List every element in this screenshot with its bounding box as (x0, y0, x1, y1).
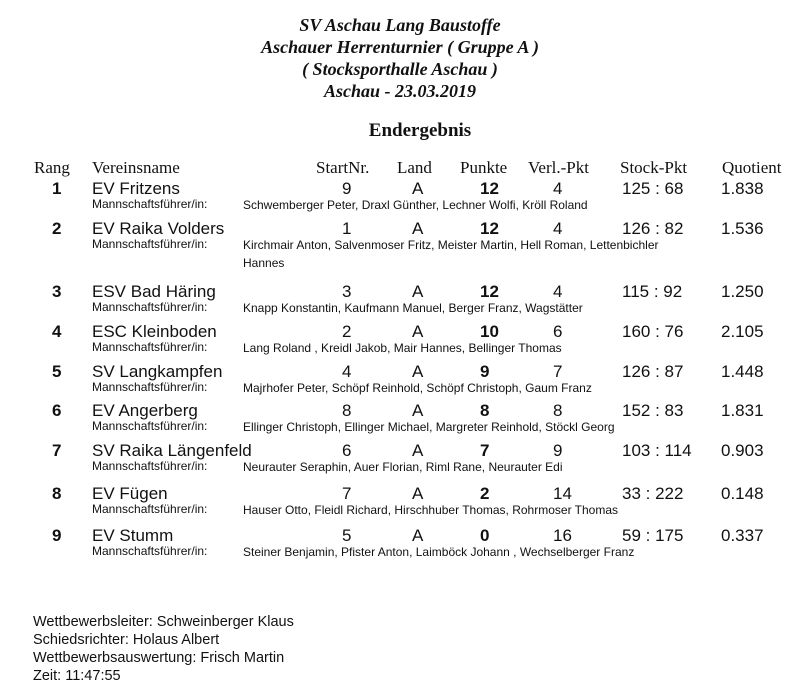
rank: 9 (52, 526, 62, 545)
col-quotient: Quotient (722, 158, 782, 177)
points: 8 (480, 401, 490, 420)
col-punkte: Punkte (460, 158, 508, 177)
rank: 4 (52, 322, 62, 341)
country: A (412, 322, 424, 341)
country: A (412, 362, 424, 381)
venue-line: ( Stocksporthalle Aschau ) (302, 59, 498, 79)
rank: 8 (52, 484, 62, 503)
country: A (412, 401, 424, 420)
club-name: SV Langkampfen (92, 362, 223, 381)
captain-names: Schwemberger Peter, Draxl Günther, Lechner Wolfi, Kröll Roland (243, 198, 588, 212)
start-number: 9 (342, 179, 352, 198)
col-land: Land (397, 158, 432, 177)
stock-points: 126 : 87 (622, 362, 684, 381)
referee: Schiedsrichter: Holaus Albert (33, 632, 220, 648)
captain-label: Mannschaftsführer/in: (92, 237, 208, 251)
rank: 7 (52, 441, 62, 460)
rank: 3 (52, 282, 62, 301)
club-name: EV Angerberg (92, 401, 198, 420)
stock-points: 125 : 68 (622, 179, 684, 198)
country: A (412, 484, 424, 503)
country: A (412, 179, 424, 198)
stock-points: 59 : 175 (622, 526, 684, 545)
points: 12 (480, 179, 499, 198)
organizer-line: SV Aschau Lang Baustoffe (299, 15, 501, 35)
lost-points: 8 (553, 401, 563, 420)
start-number: 6 (342, 441, 352, 460)
lost-points: 9 (553, 441, 563, 460)
quotient: 2.105 (721, 322, 764, 341)
col-stock: Stock-Pkt (620, 158, 688, 177)
lost-points: 6 (553, 322, 563, 341)
quotient: 0.903 (721, 441, 764, 460)
country: A (412, 219, 424, 238)
stock-points: 160 : 76 (622, 322, 684, 341)
captain-label: Mannschaftsführer/in: (92, 419, 208, 433)
points: 12 (480, 219, 499, 238)
captain-names: Majrhofer Peter, Schöpf Reinhold, Schöpf Christoph, Gaum Franz (243, 381, 592, 395)
country: A (412, 441, 424, 460)
country: A (412, 526, 424, 545)
club-name: EV Stumm (92, 526, 174, 545)
points: 9 (480, 362, 490, 381)
start-number: 1 (342, 219, 352, 238)
time: Zeit: 11:47:55 (33, 668, 121, 684)
stock-points: 115 : 92 (622, 282, 683, 301)
evaluation: Wettbewerbsauswertung: Frisch Martin (33, 650, 285, 666)
captain-names: Lang Roland , Kreidl Jakob, Mair Hannes, Bellinger Thomas (243, 341, 562, 355)
points: 0 (480, 526, 490, 545)
captain-names: Neurauter Seraphin, Auer Florian, Riml Rane, Neurauter Edi (243, 460, 563, 474)
lost-points: 4 (553, 179, 563, 198)
club-name: ESC Kleinboden (92, 322, 217, 341)
quotient: 1.250 (721, 282, 764, 301)
footer (33, 613, 294, 685)
club-name: EV Raika Volders (92, 219, 225, 238)
captain-names: Steiner Benjamin, Pfister Anton, Laimböck Johann , Wechselberger Franz (243, 545, 635, 559)
captain-names: Hauser Otto, Fleidl Richard, Hirschhuber Thomas, Rohrmoser Thomas (243, 503, 619, 517)
points: 10 (480, 322, 499, 341)
rank: 5 (52, 362, 62, 381)
lost-points: 4 (553, 219, 563, 238)
lost-points: 7 (553, 362, 563, 381)
col-verein: Vereinsname (92, 158, 180, 177)
start-number: 4 (342, 362, 352, 381)
start-number: 5 (342, 526, 352, 545)
captain-names: Ellinger Christoph, Ellinger Michael, Margreter Reinhold, Stöckl Georg (243, 420, 615, 434)
club-name: EV Fritzens (92, 179, 180, 198)
tournament-name: Aschauer Herrenturnier ( Gruppe A ) (261, 37, 539, 57)
captain-label: Mannschaftsführer/in: (92, 197, 208, 211)
col-startnr: StartNr. (316, 158, 370, 177)
start-number: 8 (342, 401, 352, 420)
captain-label: Mannschaftsführer/in: (92, 380, 208, 394)
quotient: 0.148 (721, 484, 764, 503)
rank: 6 (52, 401, 62, 420)
captain-names: Knapp Konstantin, Kaufmann Manuel, Berger Franz, Wagstätter (243, 301, 583, 315)
rank: 2 (52, 219, 62, 238)
points: 7 (480, 441, 490, 460)
captain-label: Mannschaftsführer/in: (92, 502, 208, 516)
section-title: Endergebnis (368, 120, 472, 141)
date-line: Aschau - 23.03.2019 (323, 81, 476, 101)
captain-label: Mannschaftsführer/in: (92, 340, 208, 354)
quotient: 1.831 (721, 401, 764, 420)
quotient: 1.536 (721, 219, 764, 238)
club-name: SV Raika Längenfeld (92, 441, 252, 460)
club-name: EV Fügen (92, 484, 168, 503)
col-verl: Verl.-Pkt (528, 158, 589, 177)
rank: 1 (52, 179, 62, 198)
start-number: 2 (342, 322, 352, 341)
points: 2 (480, 484, 490, 503)
start-number: 3 (342, 282, 352, 301)
captain-label: Mannschaftsführer/in: (92, 544, 208, 558)
quotient: 1.838 (721, 179, 764, 198)
lost-points: 14 (553, 484, 572, 503)
stock-points: 33 : 222 (622, 484, 684, 503)
competition-director: Wettbewerbsleiter: Schweinberger Klaus (33, 614, 294, 630)
club-name: ESV Bad Häring (92, 282, 216, 301)
lost-points: 4 (553, 282, 563, 301)
quotient: 0.337 (721, 526, 764, 545)
stock-points: 126 : 82 (622, 219, 684, 238)
stock-points: 152 : 83 (622, 401, 684, 420)
lost-points: 16 (553, 526, 572, 545)
country: A (412, 282, 424, 301)
document-header (0, 14, 800, 102)
start-number: 7 (342, 484, 352, 503)
captain-names: Kirchmair Anton, Salvenmoser Fritz, Meister Martin, Hell Roman, Lettenbichler Hannes (243, 238, 659, 270)
stock-points: 103 : 114 (622, 441, 692, 460)
captain-label: Mannschaftsführer/in: (92, 459, 208, 473)
points: 12 (480, 282, 499, 301)
quotient: 1.448 (721, 362, 764, 381)
captain-label: Mannschaftsführer/in: (92, 300, 208, 314)
col-rang: Rang (34, 158, 70, 177)
